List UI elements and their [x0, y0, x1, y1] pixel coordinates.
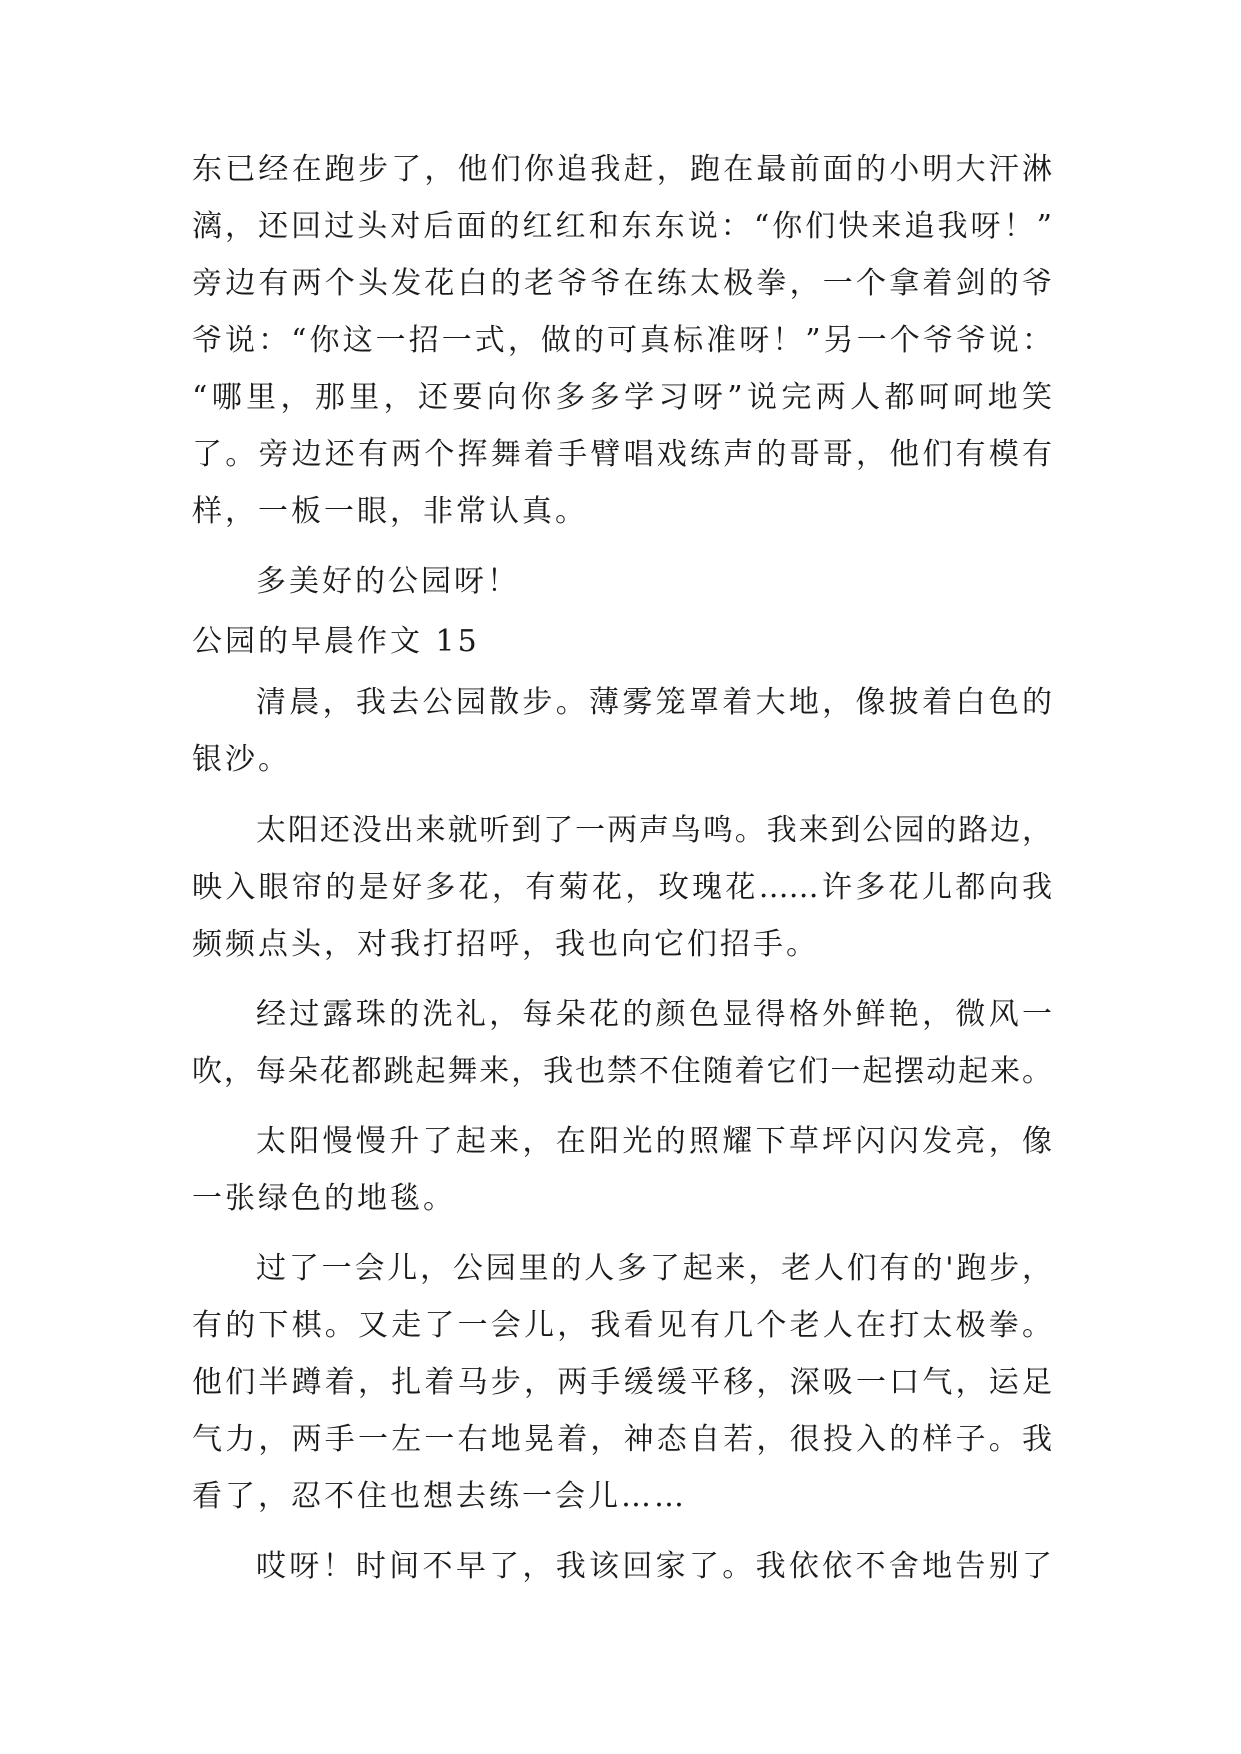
text-line: 一张绿色的地毯。 — [192, 1181, 456, 1216]
text-line: 气力，两手一左一右地晃着，神态自若，很投入的样子。我 — [192, 1422, 1052, 1457]
text-line: 太阳还没出来就听到了一两声鸟鸣。我来到公园的路边， — [256, 813, 1052, 848]
text-line: 哎呀！时间不早了，我该回家了。我依依不舍地告别了 — [256, 1549, 1052, 1584]
text-line: 漓，还回过头对后面的红红和东东说：“你们快来追我呀！” — [192, 209, 1052, 244]
text-line: 经过露珠的洗礼，每朵花的颜色显得格外鲜艳，微风一 — [256, 997, 1052, 1032]
text-line: 样，一板一眼，非常认真。 — [192, 494, 588, 529]
text-line: “哪里，那里，还要向你多多学习呀”说完两人都呵呵地笑 — [192, 380, 1052, 415]
text-line: 多美好的公园呀！ — [256, 564, 520, 599]
text-line: 看了，忍不住也想去练一会儿…… — [192, 1479, 687, 1514]
text-line: 吹，每朵花都跳起舞来，我也禁不住随着它们一起摆动起来。 — [192, 1054, 1052, 1089]
text-line: 银沙。 — [192, 742, 291, 777]
text-line: 过了一会儿，公园里的人多了起来，老人们有的'跑步， — [256, 1251, 1052, 1286]
text-line: 爷说：“你这一招一式，做的可真标准呀！”另一个爷爷说： — [192, 323, 1052, 358]
text-line: 频频点头，对我打招呼，我也向它们招手。 — [192, 927, 819, 962]
text-line: 旁边有两个头发花白的老爷爷在练太极拳，一个拿着剑的爷 — [192, 266, 1052, 301]
text-line: 映入眼帘的是好多花，有菊花，玫瑰花……许多花儿都向我 — [192, 870, 1052, 905]
section-heading: 公园的早晨作文 15 — [192, 624, 480, 659]
text-line: 了。旁边还有两个挥舞着手臂唱戏练声的哥哥，他们有模有 — [192, 437, 1052, 472]
text-line: 东已经在跑步了，他们你追我赶，跑在最前面的小明大汗淋 — [192, 152, 1052, 187]
text-line: 清晨，我去公园散步。薄雾笼罩着大地，像披着白色的 — [256, 685, 1052, 720]
text-line: 有的下棋。又走了一会儿，我看见有几个老人在打太极拳。 — [192, 1308, 1052, 1343]
text-line: 太阳慢慢升了起来，在阳光的照耀下草坪闪闪发亮，像 — [256, 1124, 1052, 1159]
text-line: 他们半蹲着，扎着马步，两手缓缓平移，深吸一口气，运足 — [192, 1365, 1052, 1400]
